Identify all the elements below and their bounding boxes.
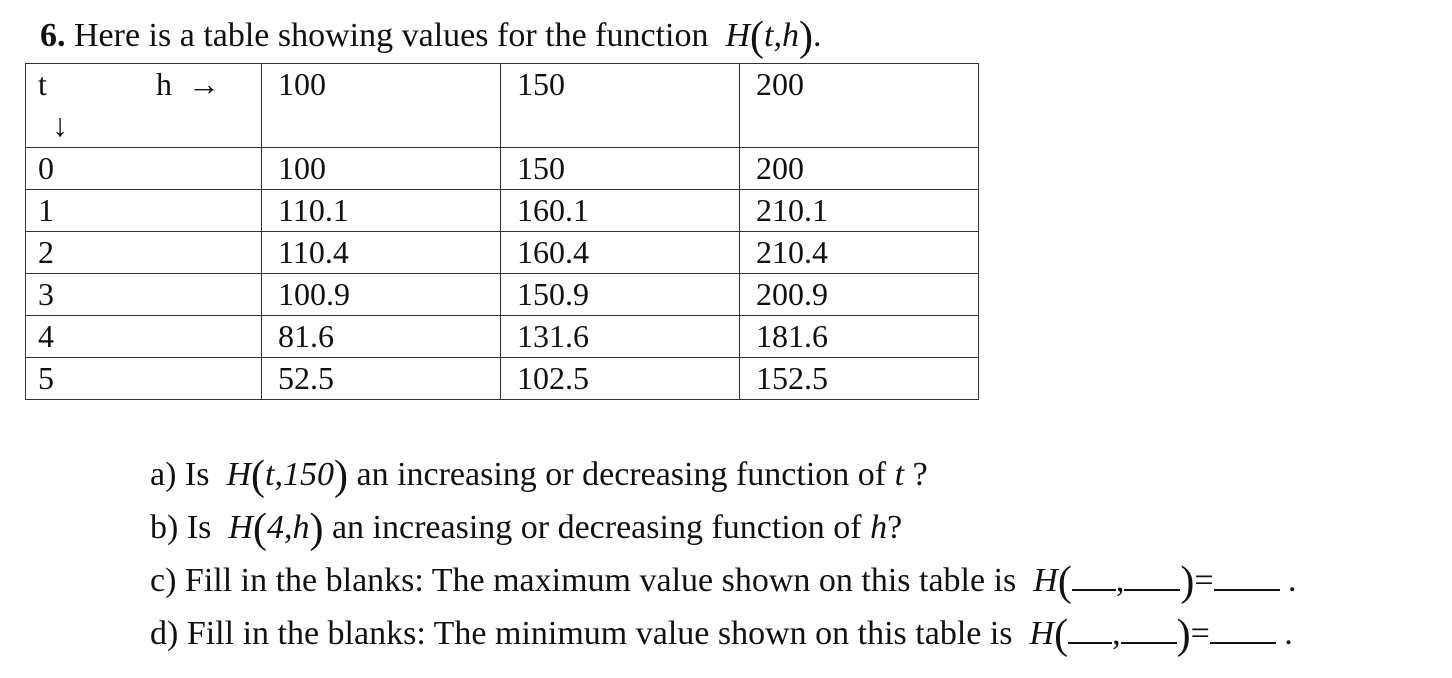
part-a: a) Is H(t,150) an increasing or decreasing function of t ? [150,453,928,499]
blank-max-h[interactable] [1124,559,1180,591]
t-value-cell: 0 [26,148,262,190]
blank-max-t[interactable] [1072,559,1116,591]
h-label: h [156,66,172,102]
t-label: t [38,66,47,102]
table-row [26,358,979,400]
t-value-cell: 2 [26,232,262,274]
table-cell: 102.5 [501,358,740,400]
table-header-row [26,64,979,148]
table-row [26,316,979,358]
table-cell: 150 [501,148,740,190]
part-b-args: 4,h [266,509,310,546]
h-header-cell: 150 [501,64,740,148]
t-value-cell: 5 [26,358,262,400]
table-cell: 210.4 [740,232,979,274]
down-arrow-icon: ↓ [52,107,68,143]
table-cell: 81.6 [262,316,501,358]
table-cell: 160.4 [501,232,740,274]
h-header-cell: 100 [262,64,501,148]
part-c: c) Fill in the blanks: The maximum value shown on this table is H( , )= . [150,559,1297,605]
t-value-cell: 4 [26,316,262,358]
h-header-cell: 200 [740,64,979,148]
table-cell: 200.9 [740,274,979,316]
table-cell: 100 [262,148,501,190]
function-name: H [725,17,751,54]
t-value-cell: 1 [26,190,262,232]
question-parts [150,448,1297,660]
blank-max-value[interactable] [1214,559,1280,591]
table-cell: 181.6 [740,316,979,358]
function-args: t,h [764,17,799,54]
table-cell: 52.5 [262,358,501,400]
header-corner-cell [26,64,262,148]
table-row [26,232,979,274]
table-cell: 110.4 [262,232,501,274]
question-title: 6. Here is a table showing values for the function H(t,h). [40,14,822,60]
table-cell: 160.1 [501,190,740,232]
values-table [25,63,979,400]
question-text: Here is a table showing values for the function [74,17,709,54]
table-cell: 210.1 [740,190,979,232]
table-cell: 110.1 [262,190,501,232]
right-arrow-icon: → [188,66,220,102]
table-row [26,190,979,232]
table-cell: 100.9 [262,274,501,316]
part-a-args: t,150 [265,456,334,493]
part-d: d) Fill in the blanks: The minimum value shown on this table is H( , )= . [150,612,1293,658]
t-value-cell: 3 [26,274,262,316]
table-cell: 150.9 [501,274,740,316]
blank-min-h[interactable] [1121,612,1177,644]
question-number: 6. [40,17,66,54]
table-cell: 131.6 [501,316,740,358]
table-row [26,148,979,190]
blank-min-t[interactable] [1068,612,1112,644]
blank-min-value[interactable] [1210,612,1276,644]
table-cell: 152.5 [740,358,979,400]
table-cell: 200 [740,148,979,190]
table-row [26,274,979,316]
part-b: b) Is H(4,h) an increasing or decreasing function of h? [150,506,903,552]
